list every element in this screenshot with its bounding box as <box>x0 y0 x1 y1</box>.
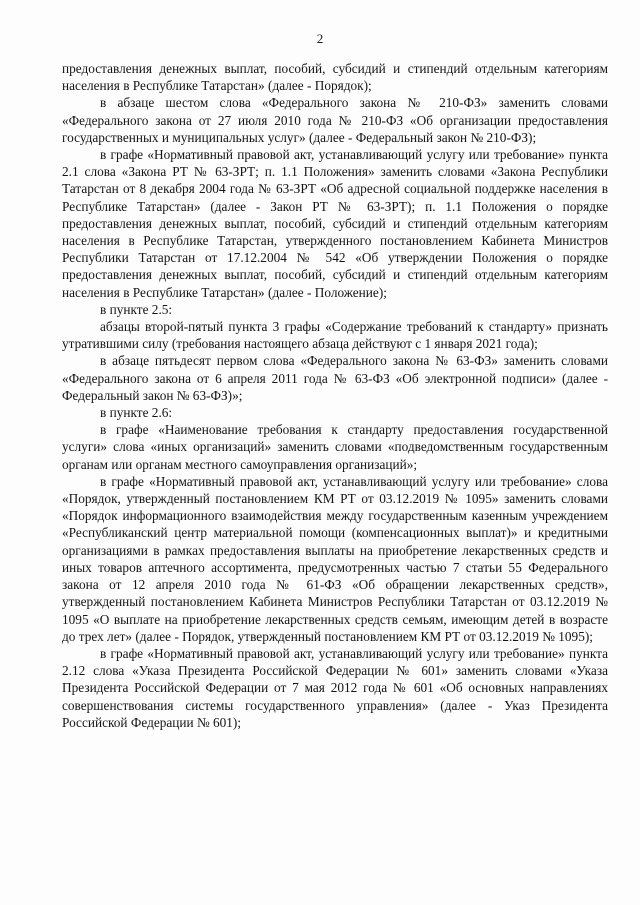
paragraph-punkt-2-1: в графе «Нормативный правовой акт, устанавливающий услугу или требование» пункта 2.1 слова «Закона РТ № 63-ЗРТ; п. 1.1 Положения» заменить словами «Закона Республики Татарстан от 8 декабря 2004 года № 63-ЗРТ «Об адресной социальной поддержке населения в Республике Татарстан» (далее - Закон РТ № 63-ЗРТ); п. 1.1 Положения о порядке предоставления денежных выплат, пособий, субсидий и стипендий отдельным категориям населения в Республике Татарстан, утвержденного постановлением Кабинета Министров Республики Татарстан от 17.12.2004 № 542 «Об утверждении Положения о порядке предоставления денежных выплат, пособий, субсидий и стипендий отдельным категориям населения в Республике Татарстан» (далее - Положение); <box>62 147 608 300</box>
paragraph-punkt-2-12: в графе «Нормативный правовой акт, устанавливающий услугу или требование» пункта 2.12 слова «Указа Президента Российской Федерации № 601» заменить словами «Указа Президента Российской Федерации от 7 мая 2012 года № 601 «Об основных направлениях совершенствования системы государственного управления» (далее - Указ Президента Российской Федерации № 601); <box>62 645 608 730</box>
paragraph-abzac-51: в абзаце пятьдесят первом слова «Федерального закона № 63-ФЗ» заменить словами «Федерального закона от 6 апреля 2011 года № 63-ФЗ «Об электронной подписи» (далее - Федеральный закон № 63-ФЗ)»; <box>62 353 608 403</box>
paragraph-punkt-2-5-abzacy: абзацы второй-пятый пункта 3 графы «Содержание требований к стандарту» признать утратившими силу (требования настоящего абзаца действуют с 1 января 2021 года); <box>62 319 608 352</box>
paragraph-punkt-2-6-naimenovanie: в графе «Наименование требования к стандарту предоставления государственной услуги» слова «иных организаций» заменить словами «подведомственным государственным органам или органам местного самоуправления организаций»; <box>62 422 608 472</box>
paragraph-punkt-2-5-heading: в пункте 2.5: <box>100 301 173 317</box>
paragraph-continuation: предоставления денежных выплат, пособий, субсидий и стипендий отдельным категориям населения в Республике Татарстан» (далее - Порядок); <box>62 61 608 94</box>
paragraph-punkt-2-6-normativnyj-akt: в графе «Нормативный правовой акт, устанавливающий услугу или требование» слова «Порядок, утвержденный постановлением КМ РТ от 03.12.2019 № 1095» заменить словами «Порядок информационного взаимодействия между государственным казенным учреждением «Республиканский центр материальной помощи (компенсационных выплат)» и кредитными организациями в рамках предоставления выплаты на приобретение лекарственных средств и иных товаров аптечного ассортимента, предусмотренных частью 7 статьи 55 Федерального закона от 12 апреля 2010 года № 61-ФЗ «Об обращении лекарственных средств», утвержденный постановлением Кабинета Министров Республики Татарстан от 03.12.2019 № 1095 «О выплате на приобретение лекарственных средств семьям, имеющим детей в возрасте до трех лет» (далее - Порядок, утвержденный постановлением КМ РТ от 03.12.2019 № 1095); <box>62 473 608 644</box>
document-body <box>62 60 608 731</box>
paragraph-punkt-2-6-heading: в пункте 2.6: <box>100 405 173 421</box>
page-number: 2 <box>316 31 324 46</box>
paragraph-abzac-6: в абзаце шестом слова «Федерального закона № 210-ФЗ» заменить словами «Федерального закона от 27 июля 2010 года № 210-ФЗ «Об организации предоставления государственных и муниципальных услуг» (далее - Федеральный закон № 210-ФЗ); <box>62 95 608 145</box>
